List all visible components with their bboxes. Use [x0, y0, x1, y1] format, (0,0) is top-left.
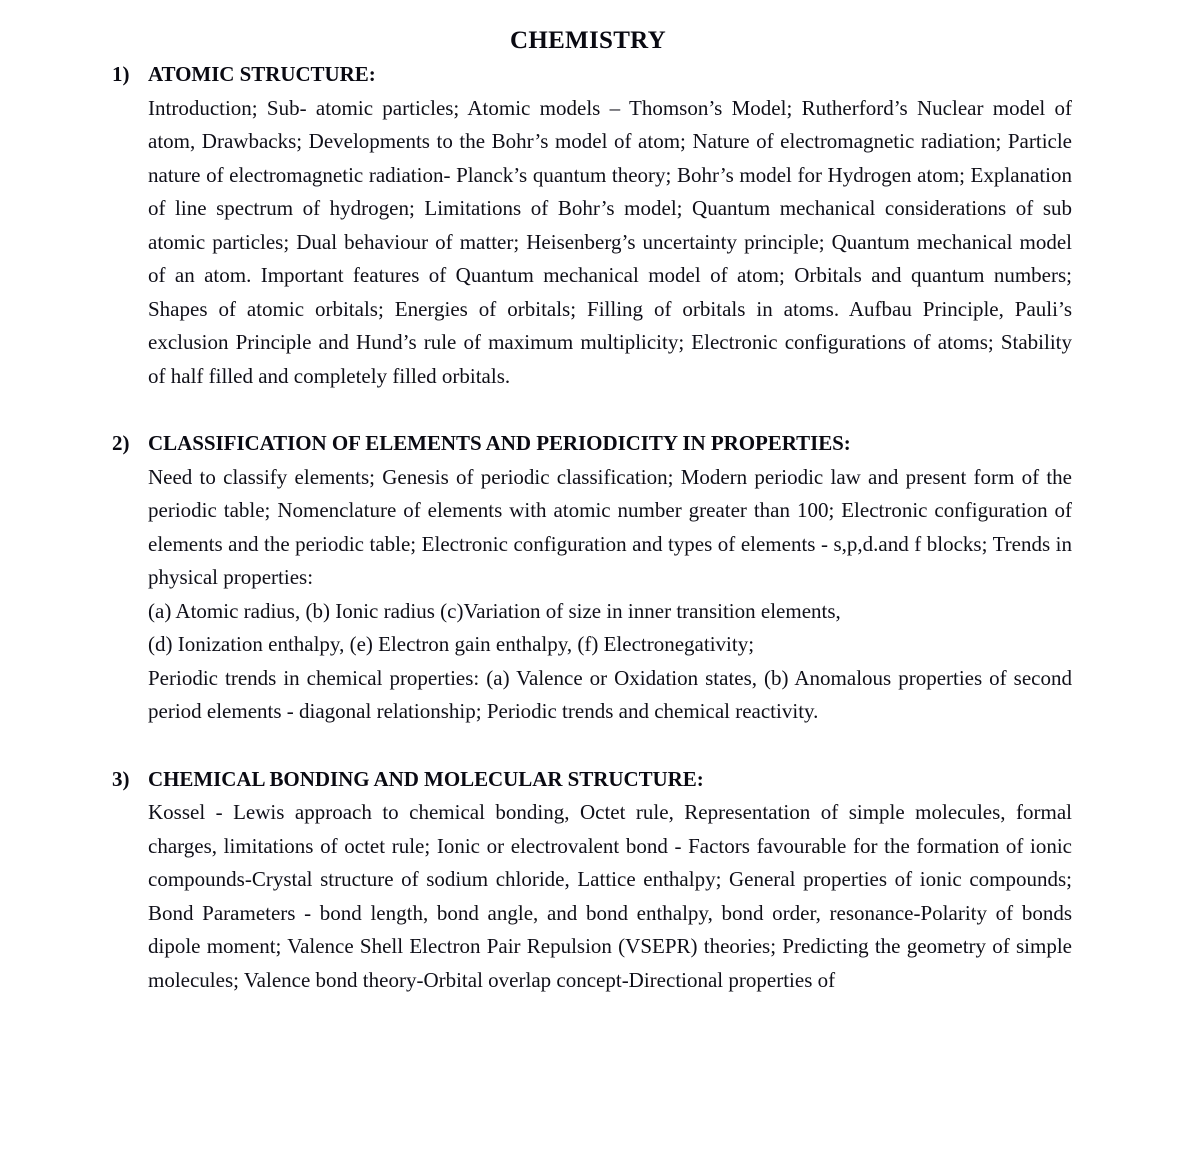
document-content: [0, 58, 1200, 997]
section-list-line: (d) Ionization enthalpy, (e) Electron gain enthalpy, (f) Electronegativity;: [148, 632, 755, 656]
section-body-text: Kossel - Lewis approach to chemical bonding, Octet rule, Representation of simple molecules, formal charges, limitations of octet rule; Ionic or electrovalent bond - Factors favourable for the formation of ionic compounds-Crystal structure of sodium chloride, Lattice enthalpy; General properties of ionic compounds; Bond Parameters - bond length, bond angle, and bond enthalpy, bond order, resonance-Polarity of bonds dipole moment; Valence Shell Electron Pair Repulsion (VSEPR) theories; Predicting the geometry of simple molecules; Valence bond theory-Orbital overlap concept-Directional properties of: [148, 800, 1072, 992]
section-heading: CHEMICAL BONDING AND MOLECULAR STRUCTURE:: [148, 766, 704, 791]
section-heading: ATOMIC STRUCTURE:: [148, 62, 376, 86]
section-body-text: Introduction; Sub- atomic particles; Atomic models – Thomson’s Model; Rutherford’s Nuclear model of atom, Drawbacks; Developments to the Bohr’s model of atom; Nature of electromagnetic radiation; Particle nature of electromagnetic radiation- Planck’s quantum theory; Bohr’s model for Hydrogen atom; Explanation of line spectrum of hydrogen; Limitations of Bohr’s model; Quantum mechanical considerations of sub atomic particles; Dual behaviour of matter; Heisenberg’s uncertainty principle; Quantum mechanical model of an atom. Important features of Quantum mechanical model of atom; Orbitals and quantum numbers; Shapes of atomic orbitals; Energies of orbitals; Filling of orbitals in atoms. Aufbau Principle, Pauli’s exclusion Principle and Hund’s rule of maximum multiplicity; Electronic configurations of atoms; Stability of half filled and completely filled orbitals.: [148, 95, 1072, 388]
page-title: CHEMISTRY: [509, 27, 666, 54]
section-number: 1): [112, 62, 130, 86]
section-heading: CLASSIFICATION OF ELEMENTS AND PERIODICITY IN PROPERTIES:: [148, 431, 851, 455]
syllabus-section-1: [112, 58, 1072, 393]
section-body-text: Need to classify elements; Genesis of periodic classification; Modern periodic law and present form of the periodic table; Nomenclature of elements with atomic number greater than 100; Electronic configuration of elements and the periodic table; Electronic configuration and types of elements - s,p,d.and f blocks; Trends in physical properties:: [148, 464, 1072, 589]
syllabus-section-3: [112, 763, 1072, 998]
section-body-tail-text: Periodic trends in chemical properties: (a) Valence or Oxidation states, (b) Anomalous properties of second period elements - diagonal relationship; Periodic trends and chemical reactivity.: [148, 665, 1072, 723]
section-list-line: (a) Atomic radius, (b) Ionic radius (c)Variation of size in inner transition elements,: [148, 598, 841, 623]
section-number: 2): [112, 431, 130, 455]
syllabus-section-2: [112, 427, 1072, 729]
section-number: 3): [112, 766, 130, 791]
